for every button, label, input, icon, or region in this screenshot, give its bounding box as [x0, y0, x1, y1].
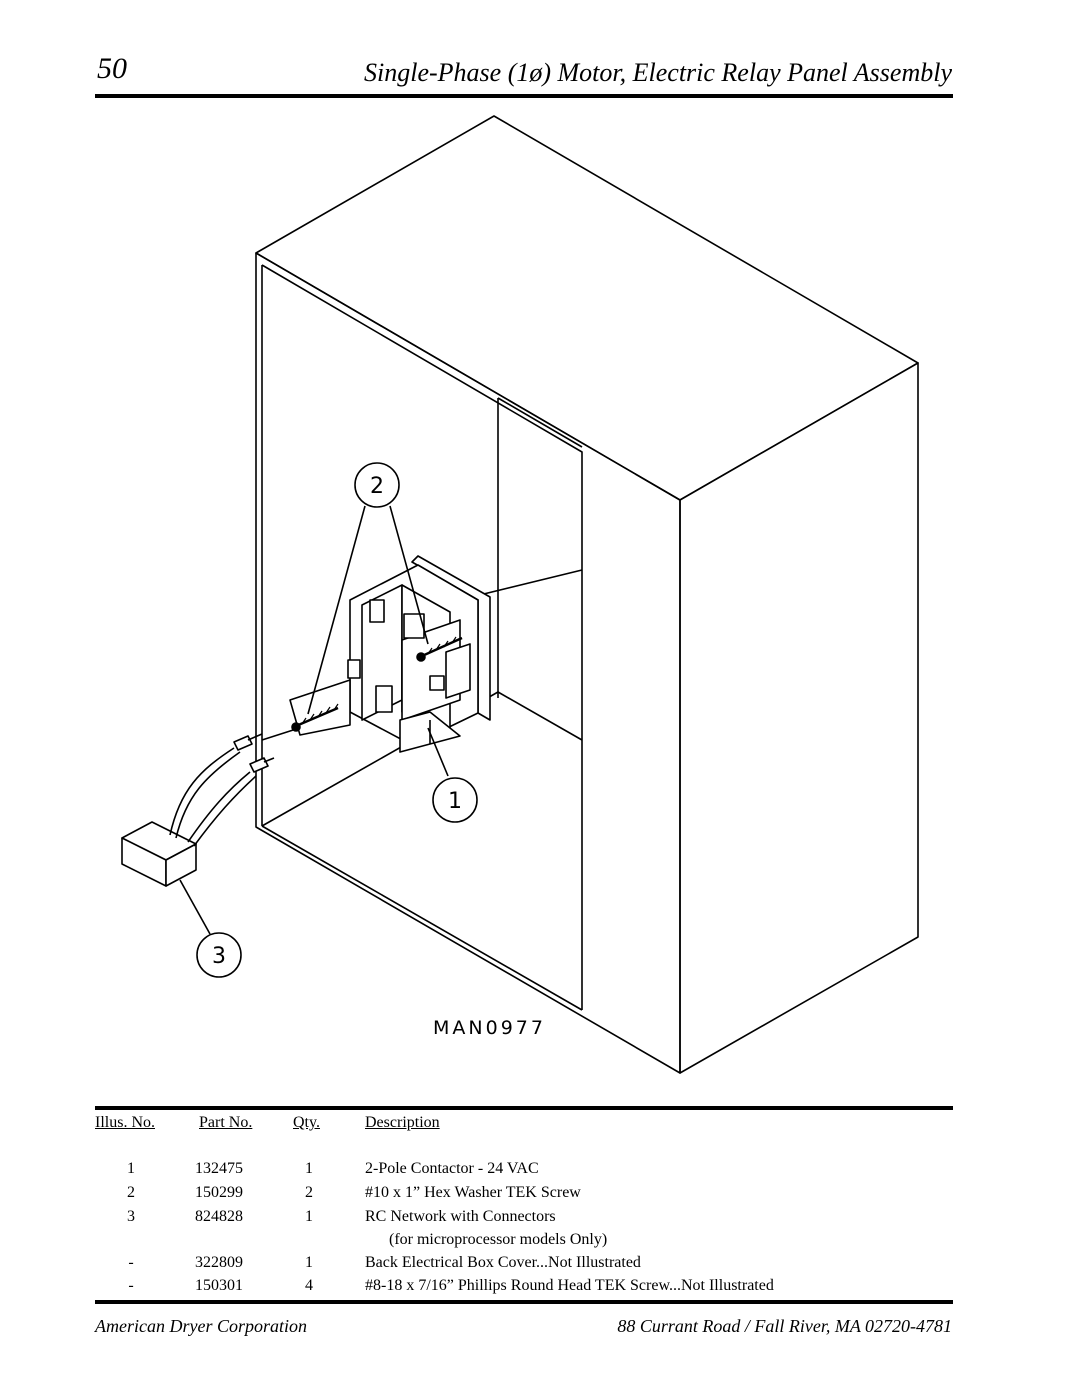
- illus-no: 2: [127, 1184, 135, 1201]
- qty: 1: [305, 1160, 313, 1177]
- callout-number: 3: [212, 944, 226, 969]
- table-rule-bottom: [95, 1300, 953, 1304]
- electrical-box: [256, 116, 918, 1073]
- drawing-id: MAN0977: [433, 1017, 546, 1039]
- callout-number: 2: [370, 474, 384, 499]
- part-no: 150301: [195, 1277, 243, 1294]
- description: Back Electrical Box Cover...Not Illustrated: [365, 1254, 641, 1271]
- qty: 4: [305, 1277, 313, 1294]
- description: #8-18 x 7/16” Phillips Round Head TEK Screw...Not Illustrated: [365, 1277, 774, 1294]
- rc-network: [122, 734, 274, 886]
- description: 2-Pole Contactor - 24 VAC: [365, 1160, 539, 1177]
- callout-2: [355, 463, 399, 507]
- header-part-no: Part No.: [199, 1114, 253, 1131]
- page-title: Single-Phase (1ø) Motor, Electric Relay Panel Assembly: [364, 58, 952, 87]
- header-qty: Qty.: [293, 1114, 320, 1131]
- header-illus-no: Illus. No.: [95, 1114, 155, 1131]
- part-no: 322809: [195, 1254, 243, 1271]
- part-no: 824828: [195, 1208, 243, 1225]
- part-no: 150299: [195, 1184, 243, 1201]
- callout-1: [433, 778, 477, 822]
- footer-company: American Dryer Corporation: [95, 1316, 307, 1336]
- table-rule-top: [95, 1106, 953, 1110]
- qty: 1: [305, 1254, 313, 1271]
- description: #10 x 1” Hex Washer TEK Screw: [365, 1184, 581, 1201]
- illus-no: -: [128, 1277, 134, 1294]
- illus-no: -: [128, 1254, 134, 1271]
- callout-3: [197, 933, 241, 977]
- footer-address: 88 Currant Road / Fall River, MA 02720-4781: [617, 1316, 952, 1336]
- header-description: Description: [365, 1114, 440, 1131]
- callout-number: 1: [448, 789, 462, 814]
- illus-no: 1: [127, 1160, 135, 1177]
- part-no: 132475: [195, 1160, 243, 1177]
- qty: 2: [305, 1184, 313, 1201]
- qty: 1: [305, 1208, 313, 1225]
- description: (for microprocessor models Only): [389, 1231, 608, 1248]
- illus-no: 3: [127, 1208, 135, 1225]
- page-number: 50: [97, 52, 127, 85]
- description: RC Network with Connectors: [365, 1208, 556, 1225]
